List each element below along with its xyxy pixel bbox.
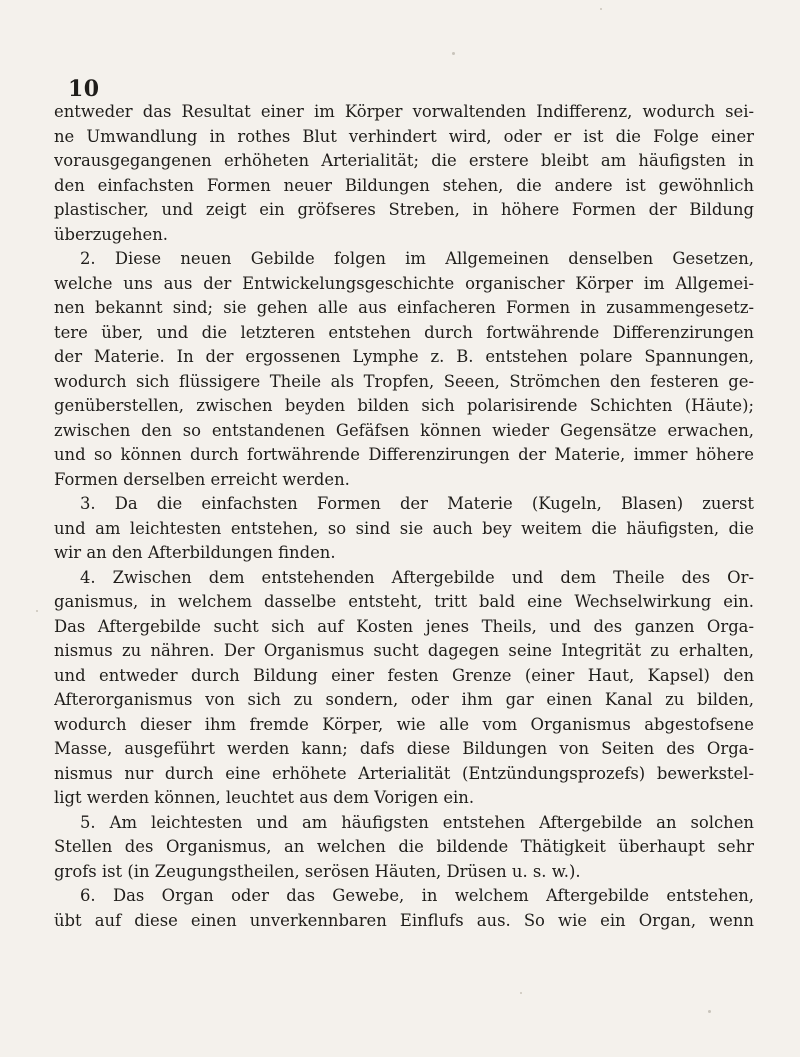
paragraph-4-start: 4. Zwischen dem entstehenden Aftergebilde und dem Theile des Or- [80,567,754,587]
paper-speck [36,610,38,612]
text-line: ligt werden können, leuchtet aus dem Vorigen ein. [54,788,475,807]
text-line: und am leichtesten entstehen, so sind sie auch bey weitem die häufigsten, die [54,518,754,538]
text-line: wodurch sich flüssigere Theile als Tropfen, Seeen, Strömchen den festeren ge- [54,371,754,391]
paragraph-3-start: 3. Da die einfachsten Formen der Materie (Kugeln, Blasen) zuerst [80,494,754,513]
text-line: Stellen des Organismus, an welchen die bildende Thätigkeit überhaupt sehr [54,837,754,856]
text-line: ganismus, in welchem dasselbe entsteht, tritt bald eine Wechselwirkung ein. [54,592,754,611]
text-line: zwischen den so entstandenen Gefäfsen können wieder Gegensätze erwachen, [54,420,754,440]
text-line: genüberstellen, zwischen beyden bilden sich polarisirende Schichten (Häute); [54,396,754,415]
paper-speck [708,1010,711,1013]
text-line: grofs ist (in Zeugungstheilen, serösen Häuten, Drüsen u. s. w.). [54,861,581,881]
paper-speck [452,52,455,55]
page-number: 10 [68,76,100,102]
text-line: nen bekannt sind; sie gehen alle aus einfacheren Formen in zusammengesetz- [54,298,754,317]
paper-speck [520,992,522,994]
paragraph-2-start: 2. Diese neuen Gebilde folgen im Allgemeinen denselben Gesetzen, [80,249,754,268]
text-line: den einfachsten Formen neuer Bildungen stehen, die andere ist gewöhnlich [54,175,754,195]
text-line: überzugehen. [54,224,168,244]
text-line: plastischer, und zeigt ein gröfseres Streben, in höhere Formen der Bildung [54,200,754,219]
text-line: und so können durch fortwährende Differenzirungen der Materie, immer höhere [54,445,754,464]
text-line: ne Umwandlung in rothes Blut verhindert wird, oder er ist die Folge einer [54,126,754,146]
text-line: wir an den Afterbildungen finden. [54,543,336,562]
text-line: Formen derselben erreicht werden. [54,469,350,489]
text-line: und entweder durch Bildung einer festen Grenze (einer Haut, Kapsel) den [54,665,754,685]
text-line: welche uns aus der Entwickelungsgeschichte organischer Körper im Allgemei- [54,273,754,293]
text-line: Afterorganismus von sich zu sondern, oder ihm gar einen Kanal zu bilden, [54,690,754,709]
text-line: übt auf diese einen unverkennbaren Einflufs aus. So wie ein Organ, wenn [54,910,754,930]
text-line: nismus zu nähren. Der Organismus sucht dagegen seine Integrität zu erhalten, [54,641,754,660]
text-line: wodurch dieser ihm fremde Körper, wie alle vom Organismus abgestofsene [54,714,754,734]
text-line: entweder das Resultat einer im Körper vorwaltenden Indifferenz, wodurch sei- [54,102,754,121]
paragraph-5-start: 5. Am leichtesten und am häufigsten entstehen Aftergebilde an solchen [80,812,754,832]
text-line: der Materie. In der ergossenen Lymphe z. B. entstehen polare Spannungen, [54,347,754,366]
text-line: nismus nur durch eine erhöhete Arterialität (Entzündungsprozefs) bewerkstel- [54,763,754,783]
text-line: vorausgegangenen erhöheten Arterialität; die erstere bleibt am häufigsten in [54,151,754,170]
body-text [54,100,754,933]
paragraph-6-start: 6. Das Organ oder das Gewebe, in welchem Aftergebilde entstehen, [80,886,754,905]
text-line: tere über, und die letzteren entstehen durch fortwährende Differenzirungen [54,322,754,342]
text-line: Masse, ausgeführt werden kann; dafs diese Bildungen von Seiten des Orga- [54,739,754,758]
paper-speck [600,8,602,10]
text-line: Das Aftergebilde sucht sich auf Kosten jenes Theils, und des ganzen Orga- [54,616,754,636]
